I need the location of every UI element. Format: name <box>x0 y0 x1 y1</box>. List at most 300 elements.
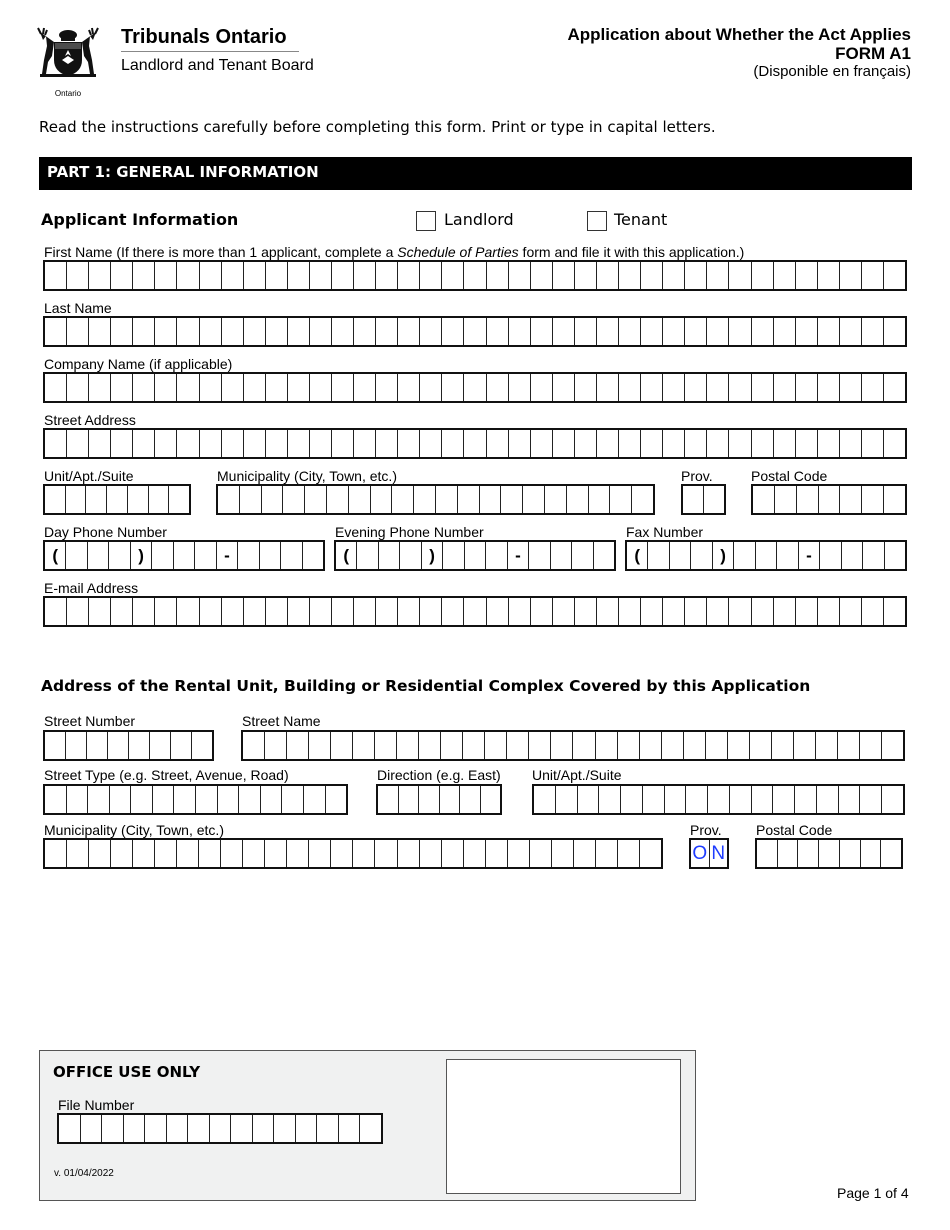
char-cell <box>420 430 442 457</box>
char-cell <box>816 732 838 759</box>
char-cell <box>243 840 265 867</box>
char-cell <box>860 786 882 813</box>
char-cell <box>414 486 436 513</box>
char-cell <box>884 262 905 289</box>
char-cell <box>133 598 155 625</box>
char-cell <box>442 598 464 625</box>
char-cell <box>398 840 420 867</box>
char-cell <box>551 542 572 569</box>
char-cell <box>66 542 87 569</box>
street-address-field[interactable] <box>43 428 907 459</box>
char-cell <box>594 542 614 569</box>
char-cell <box>817 786 839 813</box>
char-cell <box>357 542 378 569</box>
char-cell <box>685 374 707 401</box>
char-cell <box>640 732 662 759</box>
char-cell <box>862 374 884 401</box>
char-cell <box>523 486 545 513</box>
char-cell <box>420 374 442 401</box>
char-cell <box>818 318 840 345</box>
char-cell <box>174 786 196 813</box>
char-cell <box>818 598 840 625</box>
char-cell <box>464 262 486 289</box>
company-name-field[interactable] <box>43 372 907 403</box>
char-cell <box>573 732 595 759</box>
char-cell <box>820 542 841 569</box>
char-cell <box>155 598 177 625</box>
char-cell <box>238 542 259 569</box>
char-cell <box>619 262 641 289</box>
char-cell <box>509 430 531 457</box>
char-cell <box>262 486 284 513</box>
phone-separator: ) <box>422 542 443 569</box>
char-cell <box>67 430 89 457</box>
office-use-heading: OFFICE USE ONLY <box>53 1063 201 1081</box>
char-cell <box>265 840 287 867</box>
char-cell <box>354 318 376 345</box>
char-cell <box>296 1115 318 1142</box>
char-cell <box>465 542 486 569</box>
char-cell <box>199 840 221 867</box>
char-cell <box>309 732 331 759</box>
char-cell <box>618 840 640 867</box>
char-cell <box>124 1115 146 1142</box>
char-cell <box>174 542 195 569</box>
char-cell <box>487 318 509 345</box>
char-cell <box>597 430 619 457</box>
char-cell <box>797 486 819 513</box>
char-cell <box>310 598 332 625</box>
first-name-label-em: Schedule of Parties <box>397 244 519 260</box>
char-cell <box>87 732 108 759</box>
char-cell <box>648 542 669 569</box>
first-name-label-post: form and file it with this application.) <box>518 244 745 260</box>
char-cell <box>375 840 397 867</box>
char-cell <box>331 732 353 759</box>
char-cell <box>89 262 111 289</box>
landlord-label: Landlord <box>444 210 514 229</box>
char-cell <box>860 732 882 759</box>
char-cell <box>288 262 310 289</box>
char-cell <box>244 430 266 457</box>
char-cell <box>819 486 841 513</box>
char-cell <box>683 486 704 513</box>
char-cell <box>244 374 266 401</box>
char-cell <box>354 430 376 457</box>
last-name-field[interactable] <box>43 316 907 347</box>
char-cell <box>509 262 531 289</box>
char-cell <box>349 486 371 513</box>
char-cell <box>419 732 441 759</box>
char-cell <box>111 262 133 289</box>
char-cell <box>253 1115 275 1142</box>
char-cell <box>464 840 486 867</box>
char-cell <box>45 786 67 813</box>
char-cell <box>111 840 133 867</box>
direction-field[interactable] <box>376 784 502 815</box>
char-cell <box>111 374 133 401</box>
char-cell <box>670 542 691 569</box>
char-cell <box>756 542 777 569</box>
char-cell <box>326 786 347 813</box>
char-cell <box>575 374 597 401</box>
char-cell <box>575 262 597 289</box>
street-type-field[interactable] <box>43 784 348 815</box>
char-cell <box>589 486 611 513</box>
char-cell <box>177 318 199 345</box>
char-cell <box>553 318 575 345</box>
char-cell <box>575 598 597 625</box>
char-cell <box>45 598 67 625</box>
char-cell <box>838 732 860 759</box>
char-cell <box>882 732 903 759</box>
char-cell <box>729 374 751 401</box>
char-cell <box>704 486 724 513</box>
char-cell <box>200 374 222 401</box>
char-cell <box>842 542 863 569</box>
char-cell <box>177 262 199 289</box>
char-cell <box>706 732 728 759</box>
char-cell <box>440 786 461 813</box>
prov-label: Prov. <box>681 468 713 484</box>
part1-banner <box>39 157 912 190</box>
char-cell <box>243 732 265 759</box>
first-name-field[interactable] <box>43 260 907 291</box>
char-cell <box>133 374 155 401</box>
char-cell <box>663 598 685 625</box>
char-cell <box>707 262 729 289</box>
char-cell <box>200 262 222 289</box>
char-cell <box>686 786 708 813</box>
char-cell <box>45 732 66 759</box>
char-cell <box>464 318 486 345</box>
char-cell <box>420 598 442 625</box>
char-cell <box>376 598 398 625</box>
phone-separator: ( <box>45 542 66 569</box>
street-number-label: Street Number <box>44 713 136 729</box>
char-cell <box>354 262 376 289</box>
char-cell <box>86 486 107 513</box>
char-cell <box>283 486 305 513</box>
char-cell <box>89 430 111 457</box>
rental-prov-field[interactable] <box>689 838 729 869</box>
char-cell <box>133 840 155 867</box>
char-cell <box>81 1115 103 1142</box>
phone-separator: - <box>799 542 820 569</box>
char-cell <box>775 486 797 513</box>
char-cell <box>531 318 553 345</box>
char-cell <box>618 732 640 759</box>
char-cell <box>45 262 67 289</box>
char-cell <box>529 542 550 569</box>
char-cell <box>641 262 663 289</box>
char-cell <box>619 598 641 625</box>
char-cell <box>111 598 133 625</box>
char-cell <box>485 732 507 759</box>
char-cell <box>89 318 111 345</box>
char-cell <box>354 374 376 401</box>
char-cell <box>665 786 687 813</box>
form-title: Application about Whether the Act Applies <box>567 25 911 44</box>
char-cell <box>310 318 332 345</box>
char-cell <box>750 732 772 759</box>
char-cell <box>619 430 641 457</box>
char-cell <box>840 598 862 625</box>
char-cell <box>772 732 794 759</box>
char-cell <box>200 318 222 345</box>
evening-phone-field[interactable] <box>334 540 616 571</box>
instructions: Read the instructions carefully before completing this form. Print or type in capital letters. <box>39 118 716 136</box>
municipality-field[interactable] <box>216 484 655 515</box>
char-cell <box>88 542 109 569</box>
char-cell <box>222 318 244 345</box>
char-cell <box>486 542 507 569</box>
char-cell <box>796 598 818 625</box>
char-cell <box>89 374 111 401</box>
char-cell <box>641 318 663 345</box>
char-cell <box>222 262 244 289</box>
char-cell <box>752 318 774 345</box>
street-number-field[interactable] <box>43 730 214 761</box>
phone-separator: ( <box>336 542 357 569</box>
char-cell <box>419 786 440 813</box>
char-cell <box>553 262 575 289</box>
char-cell <box>133 262 155 289</box>
char-cell <box>66 732 87 759</box>
char-cell <box>282 786 304 813</box>
char-cell <box>102 1115 124 1142</box>
char-cell <box>545 486 567 513</box>
char-cell <box>729 430 751 457</box>
char-cell <box>752 786 774 813</box>
char-cell <box>67 598 89 625</box>
char-cell <box>778 840 799 867</box>
char-cell <box>371 486 393 513</box>
char-cell <box>354 598 376 625</box>
unit-field[interactable] <box>43 484 191 515</box>
tenant-label: Tenant <box>614 210 668 229</box>
char-cell <box>730 786 752 813</box>
char-cell <box>244 318 266 345</box>
char-cell <box>685 598 707 625</box>
char-cell <box>863 542 884 569</box>
char-cell <box>572 542 593 569</box>
char-cell <box>310 262 332 289</box>
char-cell <box>441 732 463 759</box>
first-name-label <box>44 244 744 260</box>
char-cell <box>752 430 774 457</box>
char-cell <box>192 732 212 759</box>
char-cell <box>310 430 332 457</box>
char-cell <box>305 486 327 513</box>
char-cell <box>685 262 707 289</box>
day-phone-field[interactable] <box>43 540 325 571</box>
char-cell <box>274 1115 296 1142</box>
char-cell <box>861 840 882 867</box>
char-cell <box>534 786 556 813</box>
char-cell <box>509 374 531 401</box>
char-cell <box>752 374 774 401</box>
char-cell <box>729 318 751 345</box>
char-cell <box>487 598 509 625</box>
char-cell <box>155 430 177 457</box>
phone-separator: - <box>217 542 238 569</box>
char-cell <box>397 732 419 759</box>
char-cell <box>796 318 818 345</box>
part1-banner-text: PART 1: GENERAL INFORMATION <box>47 163 319 181</box>
char-cell <box>578 786 600 813</box>
char-cell <box>777 542 798 569</box>
char-cell <box>131 786 153 813</box>
char-cell <box>707 598 729 625</box>
char-cell <box>552 840 574 867</box>
file-number-field[interactable] <box>57 1113 383 1144</box>
char-cell <box>436 486 458 513</box>
char-cell <box>288 318 310 345</box>
char-cell <box>486 840 508 867</box>
email-label: E-mail Address <box>44 580 139 596</box>
char-cell <box>610 486 632 513</box>
char-cell <box>553 430 575 457</box>
char-cell <box>288 430 310 457</box>
char-cell <box>155 262 177 289</box>
char-cell <box>884 598 905 625</box>
char-cell <box>529 732 551 759</box>
char-cell <box>332 598 354 625</box>
char-cell <box>707 318 729 345</box>
char-cell <box>882 786 903 813</box>
char-cell <box>840 318 862 345</box>
rental-municipality-field[interactable] <box>43 838 663 869</box>
char-cell <box>398 318 420 345</box>
rental-unit-field[interactable] <box>532 784 905 815</box>
ontario-logo <box>34 26 102 98</box>
char-cell <box>200 430 222 457</box>
char-cell <box>685 430 707 457</box>
char-cell <box>596 840 618 867</box>
char-cell <box>464 430 486 457</box>
logo-caption: Ontario <box>54 89 82 98</box>
postal-code-field[interactable] <box>751 484 907 515</box>
landlord-checkbox[interactable] <box>416 211 436 231</box>
char-cell <box>222 430 244 457</box>
char-cell <box>794 732 816 759</box>
char-cell <box>464 598 486 625</box>
char-cell <box>641 374 663 401</box>
street-type-label: Street Type (e.g. Street, Avenue, Road) <box>44 767 289 783</box>
company-name-label: Company Name (if applicable) <box>44 356 233 372</box>
char-cell <box>59 1115 81 1142</box>
char-cell <box>884 374 905 401</box>
phone-separator: ( <box>627 542 648 569</box>
char-cell <box>567 486 589 513</box>
char-cell <box>152 542 173 569</box>
char-cell <box>392 486 414 513</box>
char-cell <box>45 486 66 513</box>
char-cell <box>89 598 111 625</box>
char-cell <box>734 542 755 569</box>
char-cell <box>155 374 177 401</box>
tenant-checkbox[interactable] <box>587 211 607 231</box>
char-cell <box>641 598 663 625</box>
char-cell <box>331 840 353 867</box>
char-cell <box>443 542 464 569</box>
char-cell <box>553 374 575 401</box>
char-cell <box>310 374 332 401</box>
char-cell <box>531 598 553 625</box>
char-cell <box>662 732 684 759</box>
rental-prov-label: Prov. <box>690 822 722 838</box>
char-cell <box>376 430 398 457</box>
char-cell <box>663 430 685 457</box>
street-name-field[interactable] <box>241 730 905 761</box>
char-cell <box>728 732 750 759</box>
char-cell <box>796 430 818 457</box>
char-cell <box>266 430 288 457</box>
fax-field[interactable] <box>625 540 907 571</box>
char-cell <box>707 374 729 401</box>
rental-postal-field[interactable] <box>755 838 903 869</box>
char-cell <box>420 840 442 867</box>
char-cell <box>200 598 222 625</box>
form-code: FORM A1 <box>835 44 911 63</box>
char-cell <box>111 430 133 457</box>
char-cell <box>45 318 67 345</box>
char-cell <box>840 374 862 401</box>
char-cell <box>45 430 67 457</box>
rental-prov-char: O <box>691 840 710 867</box>
char-cell <box>327 486 349 513</box>
char-cell <box>464 374 486 401</box>
prov-field[interactable] <box>681 484 726 515</box>
char-cell <box>420 262 442 289</box>
char-cell <box>281 542 302 569</box>
char-cell <box>556 786 578 813</box>
char-cell <box>244 262 266 289</box>
char-cell <box>332 430 354 457</box>
char-cell <box>379 542 400 569</box>
char-cell <box>339 1115 361 1142</box>
char-cell <box>862 486 884 513</box>
char-cell <box>641 430 663 457</box>
char-cell <box>287 840 309 867</box>
char-cell <box>481 786 501 813</box>
char-cell <box>774 262 796 289</box>
email-field[interactable] <box>43 596 907 627</box>
char-cell <box>753 486 775 513</box>
char-cell <box>774 430 796 457</box>
char-cell <box>684 732 706 759</box>
char-cell <box>317 1115 339 1142</box>
char-cell <box>376 318 398 345</box>
char-cell <box>288 374 310 401</box>
char-cell <box>531 430 553 457</box>
char-cell <box>155 840 177 867</box>
char-cell <box>508 840 530 867</box>
char-cell <box>531 262 553 289</box>
char-cell <box>145 1115 167 1142</box>
char-cell <box>111 318 133 345</box>
fax-label: Fax Number <box>626 524 704 540</box>
char-cell <box>153 786 175 813</box>
char-cell <box>167 1115 189 1142</box>
char-cell <box>509 598 531 625</box>
municipality-label: Municipality (City, Town, etc.) <box>217 468 397 484</box>
direction-label: Direction (e.g. East) <box>377 767 501 783</box>
char-cell <box>460 786 481 813</box>
char-cell <box>632 486 653 513</box>
char-cell <box>773 786 795 813</box>
